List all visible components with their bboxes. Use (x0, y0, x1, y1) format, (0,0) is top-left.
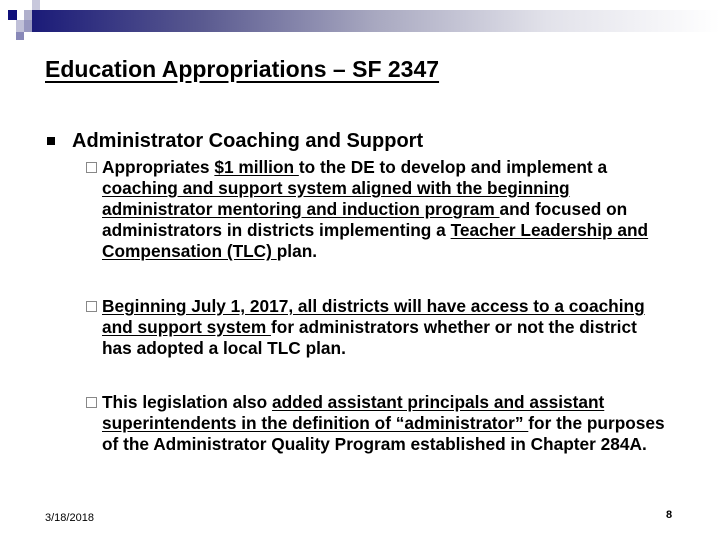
heading-text: Administrator Coaching and Support (72, 130, 424, 152)
text-segment: Teacher Leadership and Compensation (TLC) (102, 220, 649, 261)
text-segment: $1 million (214, 157, 299, 177)
footer-date: 3/18/2018 (45, 512, 94, 524)
text-segment: Appropriates (102, 157, 215, 177)
text-segment: for administrators whether or not the district has adopted a local TLC plan. (102, 317, 637, 358)
slide-title: Education Appropriations – SF 2347 (45, 56, 440, 82)
decor-square (16, 32, 24, 40)
sub-bullet (86, 157, 666, 262)
page-number: 8 (666, 509, 673, 521)
sub-bullet (86, 296, 666, 359)
bullet-text (102, 157, 666, 262)
header-gradient-bar (30, 10, 720, 32)
hollow-square-bullet-icon (86, 301, 97, 312)
decor-square (8, 10, 17, 20)
sub-bullet (86, 392, 666, 455)
text-segment: Beginning July 1, 2017, all districts will have access to a coaching and support system (102, 296, 645, 337)
text-segment: coaching and support system aligned with the beginning administrator mentoring and induction program (102, 178, 570, 219)
decor-square (16, 20, 24, 32)
text-segment: and focused on administrators in districts implementing a (102, 199, 628, 240)
decor-square (24, 20, 32, 32)
text-segment: for the purposes of the Administrator Quality Program established in Chapter 284A. (102, 413, 665, 454)
decor-square (24, 10, 32, 20)
text-segment: added assistant principals and assistant superintendents in the definition of “administrator” (102, 392, 605, 433)
bullet-text (102, 296, 666, 359)
square-bullet-icon (47, 137, 55, 145)
bullet-text (102, 392, 666, 455)
text-segment: This legislation also (102, 392, 272, 412)
hollow-square-bullet-icon (86, 162, 97, 173)
text-segment: plan. (276, 241, 318, 261)
text-segment: to the DE to develop and implement a (298, 157, 608, 177)
hollow-square-bullet-icon (86, 397, 97, 408)
decor-square (32, 0, 40, 10)
